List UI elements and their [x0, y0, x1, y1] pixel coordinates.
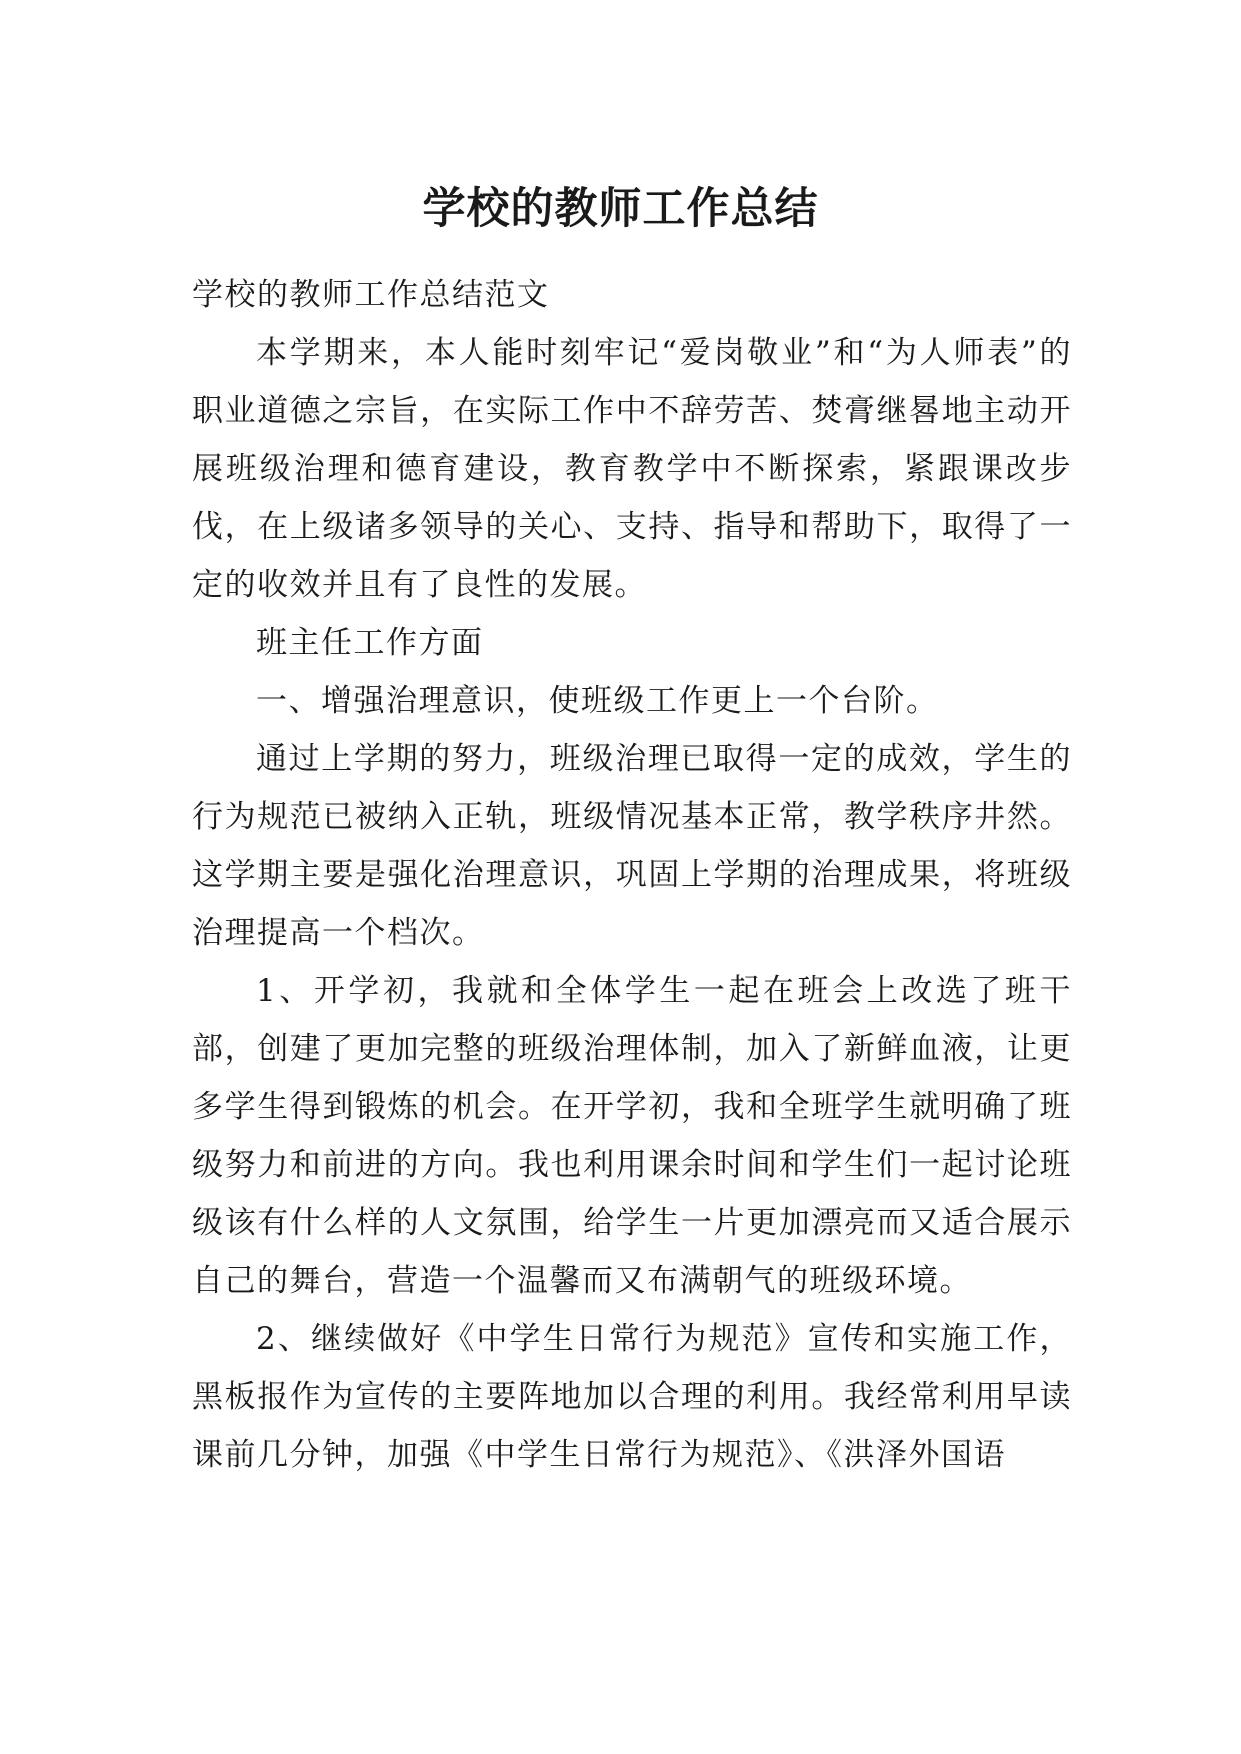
paragraph-subtitle: 学校的教师工作总结范文 — [192, 277, 550, 313]
document-title: 学校的教师工作总结 — [422, 183, 819, 234]
document-body — [192, 266, 1072, 1484]
paragraph-item-1: 1、开学初，我就和全体学生一起在班会上改选了班干部，创建了更加完整的班级治理体制，加入了新鲜血液，让更多学生得到锻炼的机会。在开学初，我和全班学生就明确了班级努力和前进的方向。我也利用课余时间和学生们一起讨论班级该有什么样的人文氛围，给学生一片更加漂亮而又适合展示自己的舞台，营造一个温馨而又布满朝气的班级环境。 — [192, 973, 1072, 1299]
section-heading-1: 一、增强治理意识，使班级工作更上一个台阶。 — [256, 683, 939, 719]
paragraph-intro: 本学期来，本人能时刻牢记“爱岗敬业”和“为人师表”的职业道德之宗旨，在实际工作中不辞劳苦、焚膏继晷地主动开展班级治理和德育建设，教育教学中不断探索，紧跟课改步伐，在上级诸多领导的关心、支持、指导和帮助下，取得了一定的收效并且有了良性的发展。 — [192, 335, 1072, 603]
paragraph-management: 通过上学期的努力，班级治理已取得一定的成效，学生的行为规范已被纳入正轨，班级情况基本正常，教学秩序井然。这学期主要是强化治理意识，巩固上学期的治理成果，将班级治理提高一个档次。 — [192, 741, 1072, 951]
paragraph-item-2: 2、继续做好《中学生日常行为规范》宣传和实施工作，黑板报作为宣传的主要阵地加以合理的利用。我经常利用早读课前几分钟，加强《中学生日常行为规范》、《洪泽外国语 — [192, 1321, 1072, 1473]
section-heading-head-teacher: 班主任工作方面 — [256, 625, 484, 661]
